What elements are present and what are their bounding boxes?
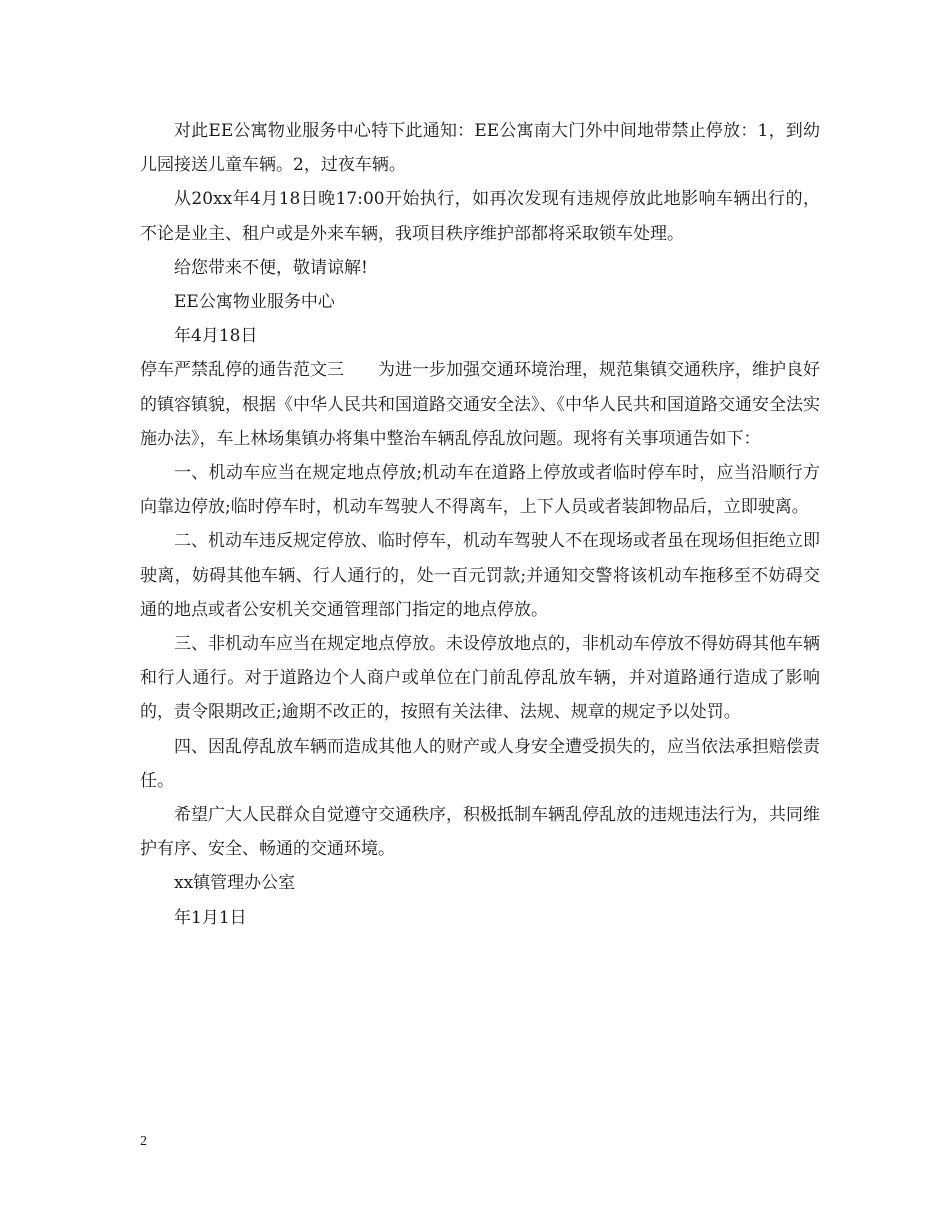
date-january-1: 年1月1日 (174, 907, 247, 928)
signature-town-office: xx镇管理办公室 (174, 873, 296, 894)
paragraph-item-four: 四、因乱停乱放车辆而造成其他人的财产或人身安全遭受损失的，应当依法承担赔偿责任。 (140, 736, 820, 791)
document-body (140, 114, 820, 935)
paragraph-appeal: 希望广大人民群众自觉遵守交通秩序，积极抵制车辆乱停乱放的违规违法行为，共同维护有序、安全、畅通的交通环境。 (140, 805, 820, 860)
paragraph-notice: 对此EE公寓物业服务中心特下此通知：EE公寓南大门外中间地带禁止停放：1，到幼儿园接送儿童车辆。2，过夜车辆。 (140, 121, 820, 176)
paragraph-item-three: 三、非机动车应当在规定地点停放。未设停放地点的，非机动车停放不得妨碍其他车辆和行人通行。对于道路边个人商户或单位在门前乱停乱放车辆，并对道路通行造成了影响的，责令限期改正;逾期不改正的，按照有关法律、法规、规章的规定予以处罚。 (140, 634, 820, 723)
date-april-18: 年4月18日 (174, 326, 258, 347)
paragraph-item-two: 二、机动车违反规定停放、临时停车，机动车驾驶人不在现场或者虽在现场但拒绝立即驶离，妨碍其他车辆、行人通行的，处一百元罚款;并通知交警将该机动车拖移至不妨碍交通的地点或者公安机关交通管理部门指定的地点停放。 (140, 531, 820, 620)
page-number: 2 (140, 1134, 147, 1149)
paragraph-item-one: 一、机动车应当在规定地点停放;机动车在道路上停放或者临时停车时，应当沿顺行方向靠边停放;临时停车时，机动车驾驶人不得离车，上下人员或者装卸物品后，立即驶离。 (140, 463, 820, 518)
signature-property-center: EE公寓物业服务中心 (174, 292, 335, 313)
paragraph-effective-date: 从20xx年4月18日晚17:00开始执行，如再次发现有违规停放此地影响车辆出行的，不论是业主、租户或是外来车辆，我项目秩序维护部都将采取锁车处理。 (140, 189, 820, 244)
paragraph-apology: 给您带来不便，敬请谅解! (174, 257, 368, 278)
paragraph-notice-three-intro: 停车严禁乱停的通告范文三 为进一步加强交通环境治理，规范集镇交通秩序，维护良好的镇容镇貌，根据《中华人民共和国道路交通安全法》、《中华人民共和国道路交通安全法实施办法》，车上林场集镇办将集中整治车辆乱停乱放问题。现将有关事项通告如下： (140, 360, 820, 449)
